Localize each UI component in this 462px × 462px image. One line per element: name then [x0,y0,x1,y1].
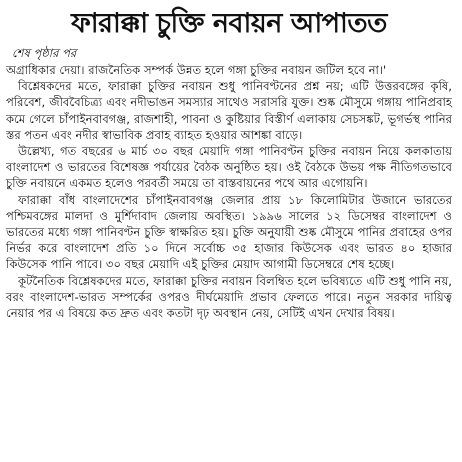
article-paragraph: উল্লেখ্য, গত বছরের ৬ মার্চ ৩০ বছর মেয়াদি গঙ্গা পানিবণ্টন চুক্তির নবায়ন নিয়ে কলকাতায় বাংলাদেশ ও ভারতের বিশেষজ্ঞ পর্যায়ের বৈঠক অনুষ্ঠিত হয়। ওই বৈঠকে উভয় পক্ষ নীতিগতভাবে চুক্তি নবায়নে একমত হলেও পরবর্তী সময়ে তা বাস্তবায়নের পথে আর এগোয়নি। [6,144,452,191]
headline: ফারাক্কা চুক্তি নবায়ন আপাতত [71,8,387,39]
article-paragraph: কূটনৈতিক বিশ্লেষকদের মতে, ফারাক্কা চুক্তির নবায়ন বিলম্বিত হলে ভবিষ্যতে এটি শুধু পানি নয়, বরং বাংলাদেশ-ভারত সম্পর্কের ওপরও দীর্ঘমেয়াদি প্রভাব ফেলতে পারে। নতুন সরকার দায়িত্ব নেয়ার পর এ বিষয়ে কত দ্রুত এবং কতটা দৃঢ় অবস্থান নেয়, সেটিই এখন দেখার বিষয়। [6,273,452,321]
article-paragraph: ফারাক্কা বাঁধ বাংলাদেশের চাঁপাইনবাবগঞ্জ জেলার প্রায় ১৮ কিলোমিটার উজানে ভারতের পশ্চিমবঙ্গের মালদা ও মুর্শিদাবাদ জেলায় অবস্থিত। ১৯৯৬ সালের ১২ ডিসেম্বর বাংলাদেশ ও ভারতের মধ্যে গঙ্গা পানিবণ্টন চুক্তি স্বাক্ষরিত হয়। চুক্তি অনুযায়ী শুষ্ক মৌসুমে পানির প্রবাহের ওপর নির্ভর করে বাংলাদেশ প্রতি ১০ দিনে সর্বোচ্চ ৩৫ হাজার কিউসেক এবং ভারত ৪০ হাজার কিউসেক পানি পাবে। ৩০ বছর মেয়াদি এই চুক্তির মেয়াদ আগামী ডিসেম্বরে শেষ হচ্ছে। [6,192,452,272]
article-paragraph: অগ্রাধিকার দেয়া। রাজনৈতিক সম্পর্ক উন্নত হলে গঙ্গা চুক্তির নবায়ন জটিল হবে না।' [6,63,387,77]
article-paragraph: বিশ্লেষকদের মতে, ফারাক্কা চুক্তির নবায়ন শুধু পানিবণ্টনের প্রশ্ন নয়; এটি উত্তরবঙ্গের কৃষি, পরিবেশ, জীববৈচিত্র্য এবং নদীভাঙন সমস্যার সাথেও সরাসরি যুক্ত। শুষ্ক মৌসুমে গঙ্গায় পানিপ্রবাহ কমে গেলে চাঁপাইনবাবগঞ্জ, রাজশাহী, পাবনা ও কুষ্টিয়ার বিস্তীর্ণ এলাকায় সেচসঙ্কট, ভূগর্ভস্থ পানির স্তর পতন এবং নদীর স্বাভাবিক প্রবাহ ব্যাহত হওয়ার আশঙ্কা বাড়ে। [6,79,452,142]
article-body [6,62,452,321]
continued-from-label: শেষ পৃষ্ঠার পর [12,46,77,60]
